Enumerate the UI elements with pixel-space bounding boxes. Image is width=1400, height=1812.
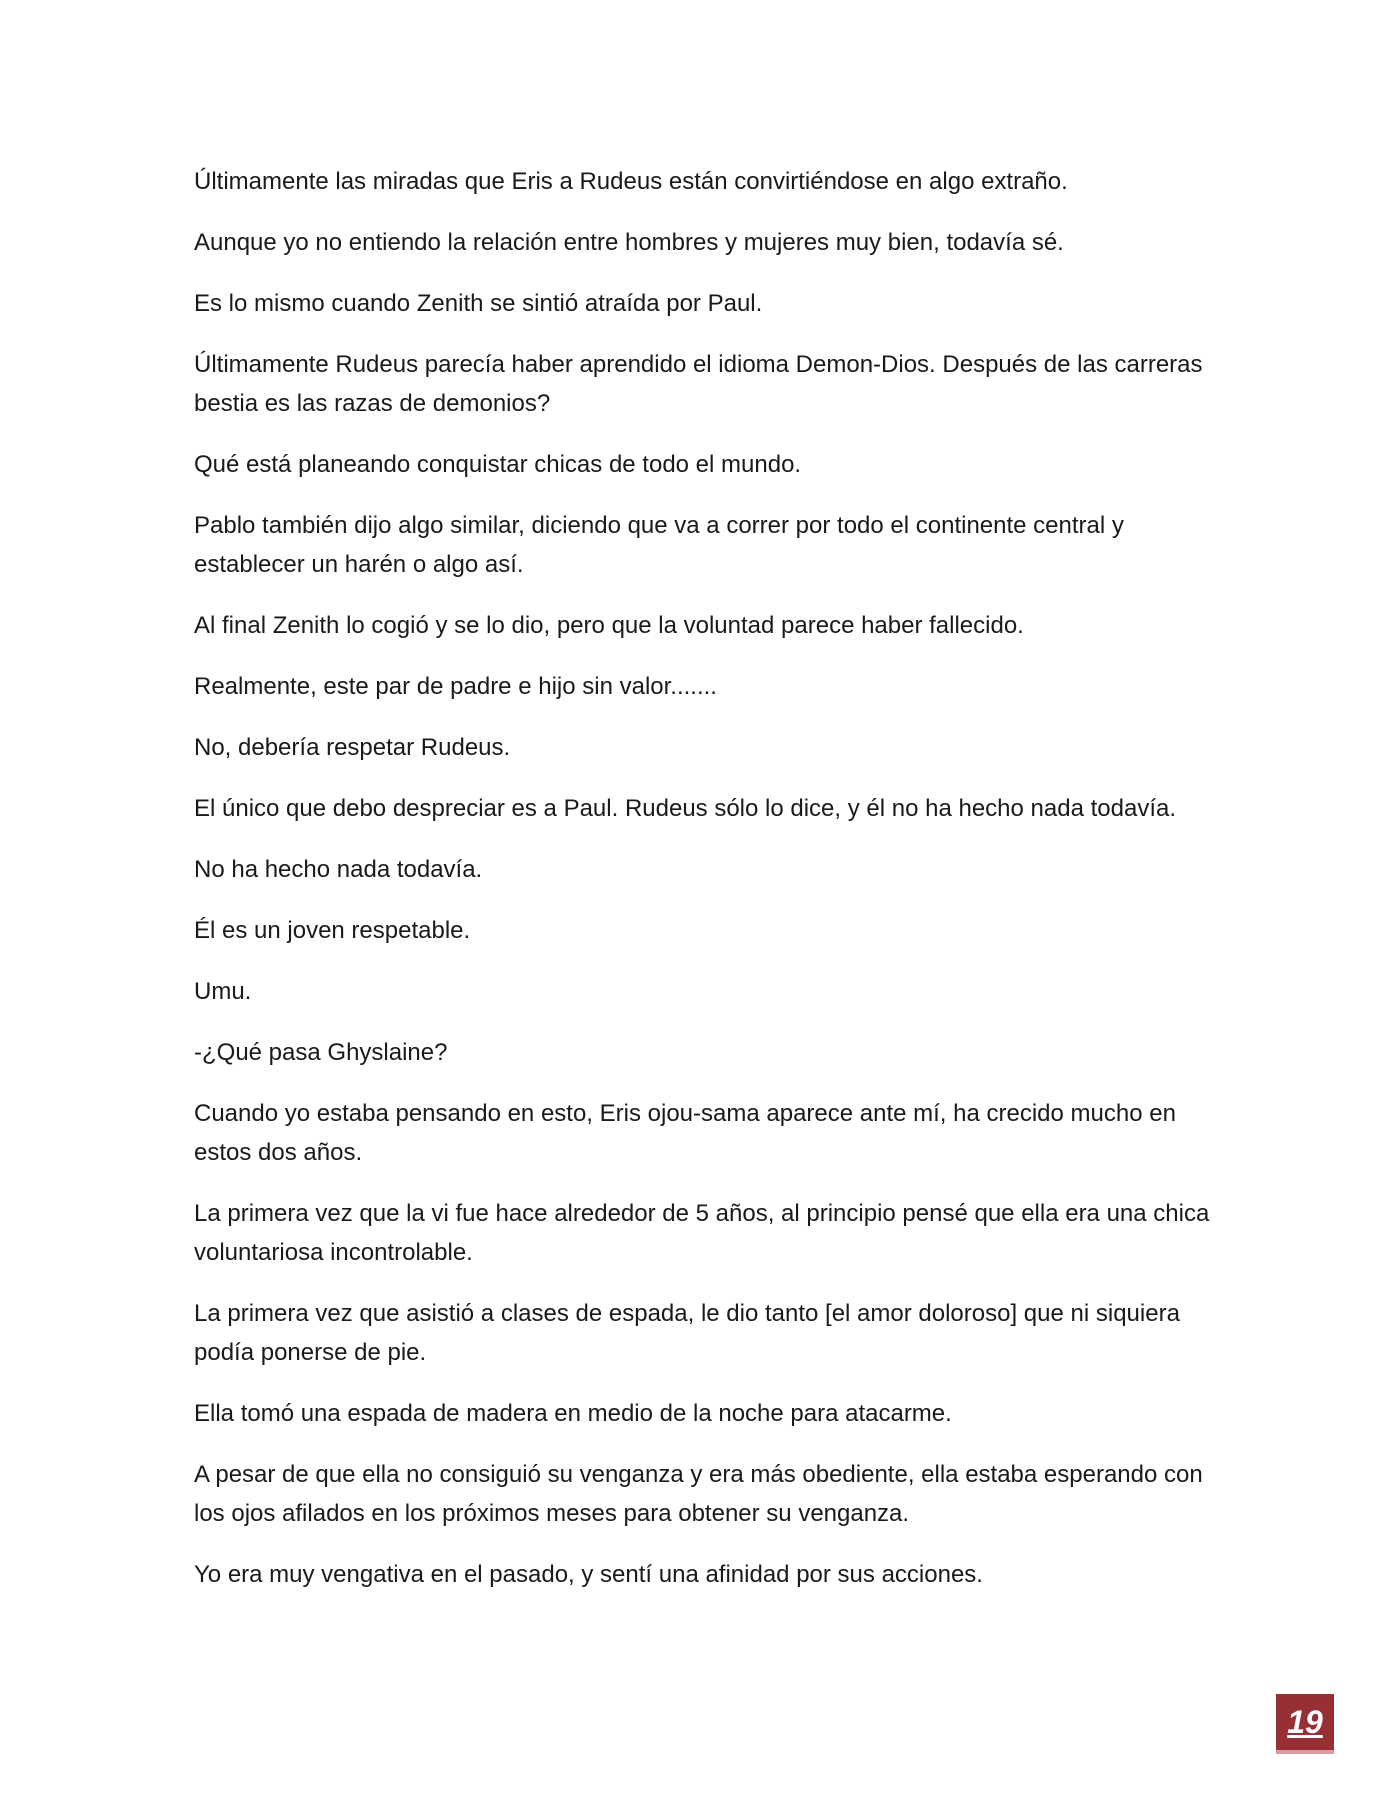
- paragraph: Realmente, este par de padre e hijo sin valor.......: [194, 673, 717, 700]
- paragraph: Aunque yo no entiendo la relación entre hombres y mujeres muy bien, todavía sé.: [194, 229, 1064, 256]
- page-number: 19: [1287, 1704, 1323, 1740]
- paragraph: Ella tomó una espada de madera en medio de la noche para atacarme.: [194, 1400, 952, 1427]
- paragraph: No ha hecho nada todavía.: [194, 856, 483, 883]
- paragraph: La primera vez que la vi fue hace alrededor de 5 años, al principio pensé que ella era una chica voluntariosa incontrolable.: [194, 1200, 1210, 1266]
- paragraph: Últimamente Rudeus parecía haber aprendido el idioma Demon-Dios. Después de las carreras bestia es las razas de demonios?: [194, 351, 1203, 417]
- paragraph: Pablo también dijo algo similar, diciendo que va a correr por todo el continente central y establecer un harén o algo así.: [194, 512, 1124, 578]
- paragraph: Umu.: [194, 978, 252, 1005]
- paragraph: Últimamente las miradas que Eris a Rudeus están convirtiéndose en algo extraño.: [194, 168, 1068, 195]
- paragraph: Qué está planeando conquistar chicas de todo el mundo.: [194, 451, 802, 478]
- page-number-badge: [1276, 1694, 1334, 1754]
- paragraph: La primera vez que asistió a clases de espada, le dio tanto [el amor doloroso] que ni siquiera podía ponerse de pie.: [194, 1300, 1180, 1366]
- paragraph: -¿Qué pasa Ghyslaine?: [194, 1039, 448, 1066]
- paragraph: Él es un joven respetable.: [194, 917, 471, 944]
- paragraph: Cuando yo estaba pensando en esto, Eris ojou-sama aparece ante mí, ha crecido mucho en estos dos años.: [194, 1100, 1176, 1166]
- paragraph: A pesar de que ella no consiguió su venganza y era más obediente, ella estaba esperando con los ojos afilados en los próximos meses para obtener su venganza.: [194, 1461, 1203, 1527]
- paragraph: Al final Zenith lo cogió y se lo dio, pero que la voluntad parece haber fallecido.: [194, 612, 1024, 639]
- paragraph: No, debería respetar Rudeus.: [194, 734, 511, 761]
- paragraph: Es lo mismo cuando Zenith se sintió atraída por Paul.: [194, 290, 763, 317]
- body-text: [194, 162, 1224, 1616]
- paragraph: Yo era muy vengativa en el pasado, y sentí una afinidad por sus acciones.: [194, 1561, 983, 1588]
- paragraph: El único que debo despreciar es a Paul. Rudeus sólo lo dice, y él no ha hecho nada todavía.: [194, 795, 1176, 822]
